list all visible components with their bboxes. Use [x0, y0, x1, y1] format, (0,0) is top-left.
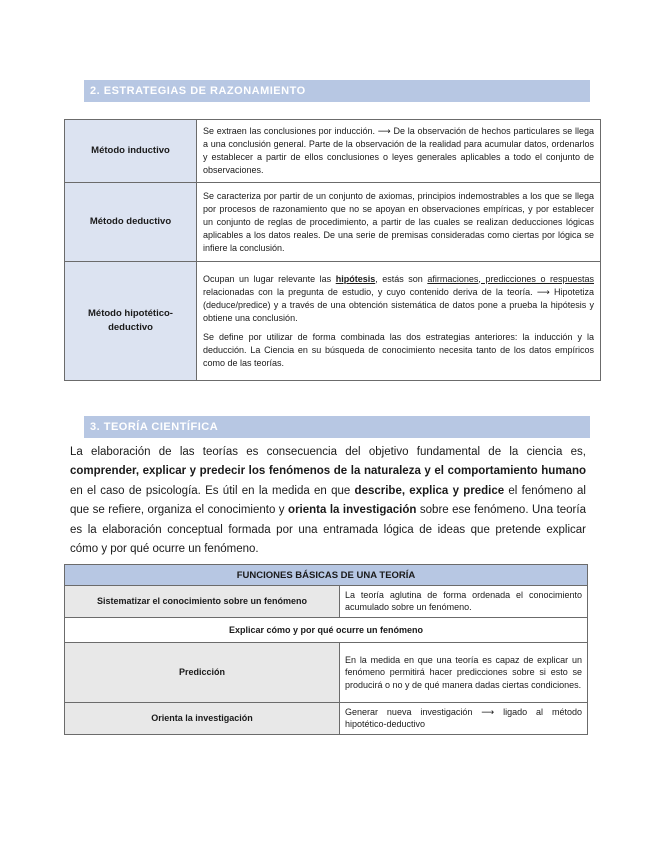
functions-table-title: FUNCIONES BÁSICAS DE UNA TEORÍA	[65, 565, 588, 586]
method-desc-paragraph: Se define por utilizar de forma combinada las dos estrategias anteriores: la inducción y la deducción. La Ciencia en su búsqueda de conocimiento necesita tanto de los datos empíricos como de las teorías.	[203, 331, 594, 368]
table-row	[65, 262, 601, 381]
bold-phrase: orienta la investigación	[288, 504, 417, 517]
methods-table	[64, 119, 601, 381]
method-desc-deductive	[197, 183, 601, 262]
text-run: , estás son	[375, 273, 428, 284]
text-run: en el caso de psicología. Es útil en la medida en que	[70, 484, 355, 497]
table-row	[65, 183, 601, 262]
method-desc-paragraph	[203, 273, 594, 325]
function-desc-systematize: La teoría aglutina de forma ordenada el conocimiento acumulado sobre un fenómeno.	[340, 586, 588, 618]
table-row	[65, 120, 601, 183]
table-row	[65, 586, 588, 618]
method-label-inductive: Método inductivo	[65, 120, 197, 183]
table-row	[65, 642, 588, 702]
table-row	[65, 702, 588, 734]
keyword-hypothesis: hipótesis	[335, 273, 376, 284]
method-desc-text: Se caracteriza por partir de un conjunto de axiomas, principios indemostrables a los que se llega por procesos de razonamiento que no se apoyan en observaciones empíricas, y por establecer un conjunto de reglas de procedimiento, a partir de las cuales se realizan deducciones lógicas aplicables a los datos reales. De una serie de premisas consideradas como ciertas por lógica se infiere la conclusión.	[203, 190, 594, 253]
bold-phrase: comprender, explicar y predecir los fenómenos de la naturaleza y el comportamiento humano	[70, 465, 586, 478]
function-label-research: Orienta la investigación	[65, 702, 340, 734]
function-desc-prediction: En la medida en que una teoría es capaz de explicar un fenómeno permitirá hacer predicciones sobre si esto se producirá o no y de qué manera dadas ciertas condiciones.	[340, 642, 588, 702]
function-label-prediction: Predicción	[65, 642, 340, 702]
method-label-deductive: Método deductivo	[65, 183, 197, 262]
function-explain: Explicar cómo y por qué ocurre un fenómeno	[65, 617, 588, 642]
method-desc-hypothetico-deductive	[197, 262, 601, 381]
text-run: relacionadas con la pregunta de estudio, y cuyo contenido deriva de la teoría. ⟶ Hipotetiza (deduce/predice) y a través de una obtención sistemática de datos pone a prueba la hipótesis y obtiene una conclusión.	[203, 286, 594, 323]
table-row	[65, 617, 588, 642]
theory-paragraph	[70, 443, 586, 559]
table-header-row	[65, 565, 588, 586]
functions-table	[64, 564, 588, 735]
function-desc-research: Generar nueva investigación ⟶ ligado al método hipotético-deductivo	[340, 702, 588, 734]
bold-phrase: describe, explica y predice	[354, 484, 505, 497]
method-desc-inductive	[197, 120, 601, 183]
text-run: La elaboración de las teorías es consecuencia del objetivo fundamental de la ciencia es,	[70, 446, 586, 458]
section-header-scientific-theory: 3. TEORÍA CIENTÍFICA	[84, 416, 590, 438]
function-label-systematize: Sistematizar el conocimiento sobre un fenómeno	[65, 586, 340, 618]
text-run: Ocupan un lugar relevante las	[203, 273, 336, 284]
text-run: el fenómeno al que se refiere, organiza el conocimiento y	[70, 484, 586, 517]
section-header-strategies: 2. ESTRATEGIAS DE RAZONAMIENTO	[84, 80, 590, 102]
method-desc-text: Se extraen las conclusiones por inducción. ⟶ De la observación de hechos particulares se llega a una conclusión general. Parte de la observación de la realidad para acumular datos, ordenarlos y establecer a partir de ellos conclusiones o leyes generales aplicables a todo el conjunto de observaciones.	[203, 126, 594, 175]
text-run: sobre ese fenómeno. Una teoría es la elaboración conceptual formada por una entramada lógica de ideas que pretende explicar cómo y por qué ocurre un fenómeno.	[70, 504, 586, 556]
underlined-phrase: afirmaciones, predicciones o respuestas	[427, 273, 595, 284]
method-label-hypothetico-deductive: Método hipotético-deductivo	[65, 262, 197, 381]
